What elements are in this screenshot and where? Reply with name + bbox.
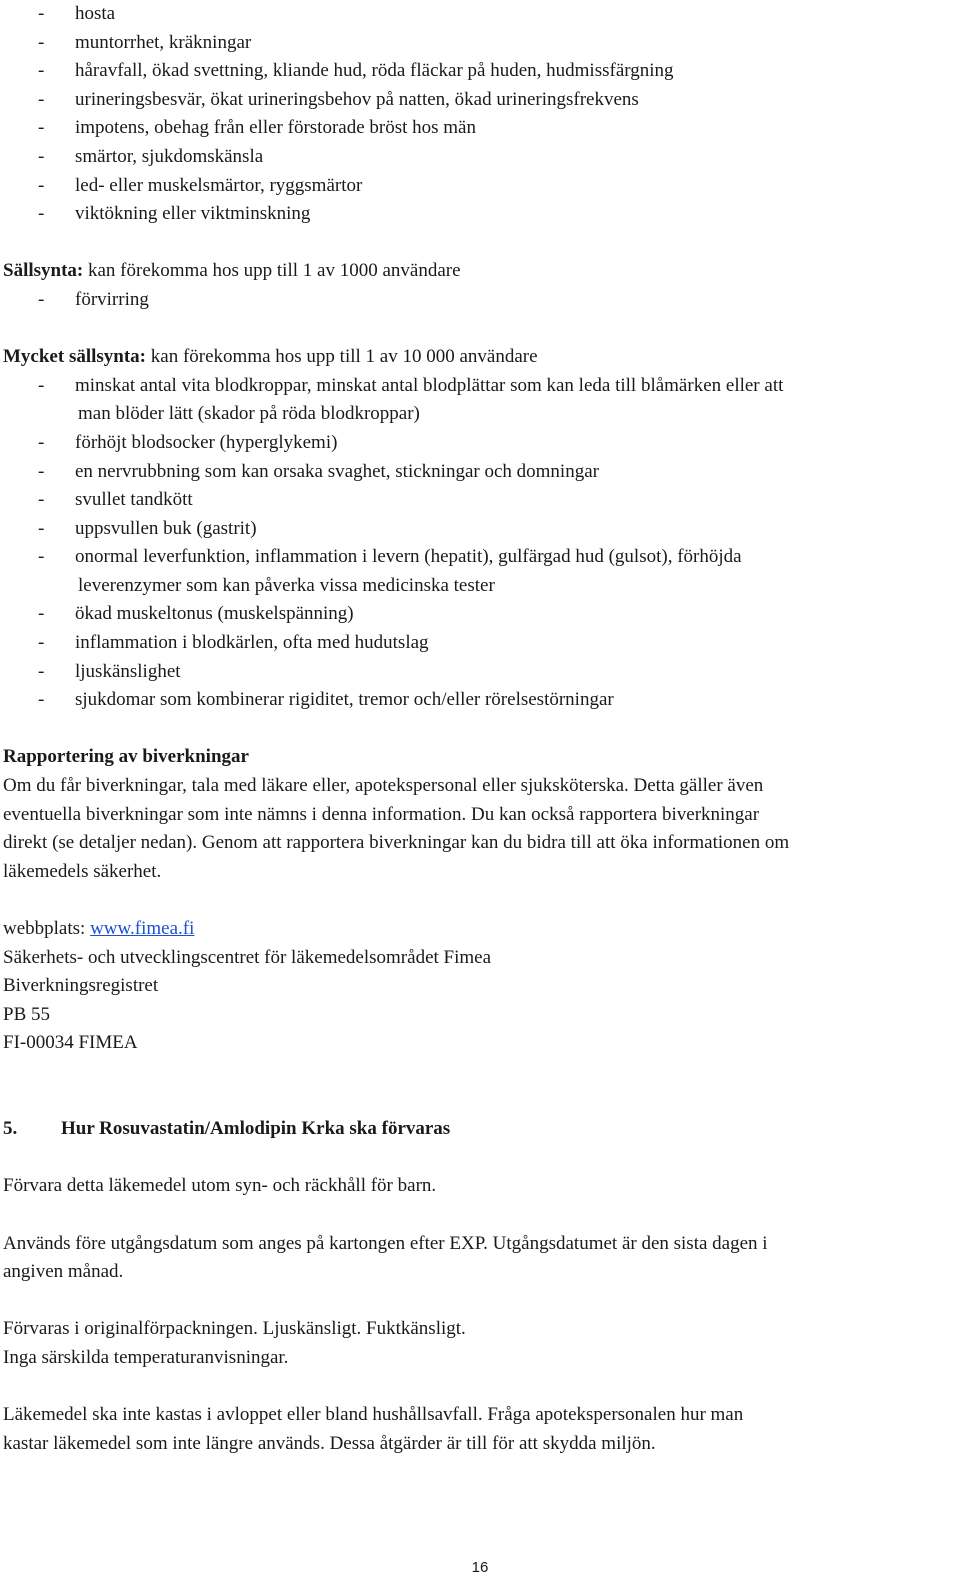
list-item: - svullet tandkött bbox=[3, 486, 953, 515]
frequency-text: kan förekomma hos upp till 1 av 1000 användare bbox=[83, 260, 461, 282]
list-item: - förvirring bbox=[3, 286, 953, 315]
address-line: Biverkningsregistret bbox=[3, 975, 159, 997]
list-item-text: urineringsbesvär, ökat urineringsbehov på natten, ökad urineringsfrekvens bbox=[75, 88, 639, 110]
paragraph-line: Läkemedel ska inte kastas i avloppet eller bland hushållsavfall. Fråga apotekspersonalen hur man bbox=[3, 1404, 744, 1426]
list-item: - sjukdomar som kombinerar rigiditet, tremor och/eller rörelsestörningar bbox=[3, 686, 953, 715]
document-page bbox=[3, 0, 953, 1458]
list-item: - förhöjt blodsocker (hyperglykemi) bbox=[3, 429, 953, 458]
list-item: - hosta bbox=[3, 0, 953, 29]
reporting-section bbox=[3, 743, 953, 1058]
list-item-text: onormal leverfunktion, inflammation i levern (hepatit), gulfärgad hud (gulsot), förhöjda bbox=[75, 546, 742, 568]
frequency-text: kan förekomma hos upp till 1 av 10 000 användare bbox=[146, 346, 538, 368]
list-item-text: en nervrubbning som kan orsaka svaghet, stickningar och domningar bbox=[75, 460, 599, 482]
frequency-label: Mycket sällsynta: bbox=[3, 346, 147, 368]
reporting-paragraph-line: läkemedels säkerhet. bbox=[3, 860, 162, 882]
rare-section bbox=[3, 257, 953, 314]
list-item: - ökad muskeltonus (muskelspänning) bbox=[3, 600, 953, 629]
list-item-continuation: leverenzymer som kan påverka vissa medicinska tester bbox=[78, 574, 495, 596]
side-effects-list-common bbox=[3, 0, 953, 229]
very-rare-section bbox=[3, 343, 953, 715]
list-item-text: uppsvullen buk (gastrit) bbox=[75, 517, 257, 539]
list-item: - uppsvullen buk (gastrit) bbox=[3, 515, 953, 544]
website-line bbox=[3, 915, 953, 944]
address-line: PB 55 bbox=[3, 1003, 50, 1025]
paragraph: Förvara detta läkemedel utom syn- och räckhåll för barn. bbox=[3, 1175, 437, 1197]
list-item-text: svullet tandkött bbox=[75, 489, 193, 511]
list-item-text: förvirring bbox=[75, 288, 149, 310]
address-line: Säkerhets- och utvecklingscentret för läkemedelsområdet Fimea bbox=[3, 946, 492, 968]
section-number: 5. bbox=[3, 1118, 18, 1140]
reporting-paragraph-line: direkt (se detaljer nedan). Genom att rapportera biverkningar kan du bidra till att öka informationen om bbox=[3, 832, 790, 854]
list-item-text: smärtor, sjukdomskänsla bbox=[75, 145, 264, 167]
list-item: - minskat antal vita blodkroppar, minskat antal blodplättar som kan leda till blåmärken eller att bbox=[3, 372, 953, 401]
list-item-text: håravfall, ökad svettning, kliande hud, röda fläckar på huden, hudmissfärgning bbox=[75, 60, 674, 82]
list-item-text: förhöjt blodsocker (hyperglykemi) bbox=[75, 431, 338, 453]
paragraph-line: Inga särskilda temperaturanvisningar. bbox=[3, 1346, 289, 1368]
list-item: - led- eller muskelsmärtor, ryggsmärtor bbox=[3, 172, 953, 201]
list-item: - inflammation i blodkärlen, ofta med hudutslag bbox=[3, 629, 953, 658]
list-item-text: muntorrhet, kräkningar bbox=[75, 31, 252, 53]
list-item-text: minskat antal vita blodkroppar, minskat antal blodplättar som kan leda till blåmärken eller att bbox=[75, 374, 784, 396]
list-item-text: sjukdomar som kombinerar rigiditet, tremor och/eller rörelsestörningar bbox=[75, 689, 614, 711]
paragraph-line: angiven månad. bbox=[3, 1261, 124, 1283]
page-number: 16 bbox=[471, 1559, 489, 1576]
list-item: - impotens, obehag från eller förstorade bröst hos män bbox=[3, 114, 953, 143]
list-item-text: viktökning eller viktminskning bbox=[75, 203, 311, 225]
list-item-text: impotens, obehag från eller förstorade bröst hos män bbox=[75, 117, 476, 139]
reporting-paragraph-line: eventuella biverkningar som inte nämns i denna information. Du kan också rapportera biverkningar bbox=[3, 803, 760, 825]
list-item-text: led- eller muskelsmärtor, ryggsmärtor bbox=[75, 174, 363, 196]
section-5 bbox=[3, 1115, 953, 1458]
list-item-continuation: man blöder lätt (skador på röda blodkroppar) bbox=[78, 403, 420, 425]
section-heading bbox=[3, 1115, 953, 1144]
section-title: Hur Rosuvastatin/Amlodipin Krka ska förvaras bbox=[61, 1118, 451, 1140]
paragraph-line: kastar läkemedel som inte längre används. Dessa åtgärder är till för att skydda miljön. bbox=[3, 1432, 656, 1454]
list-item-text: hosta bbox=[75, 3, 116, 24]
list-item: - en nervrubbning som kan orsaka svaghet, stickningar och domningar bbox=[3, 458, 953, 487]
list-item: - urineringsbesvär, ökat urineringsbehov på natten, ökad urineringsfrekvens bbox=[3, 86, 953, 115]
list-item: - onormal leverfunktion, inflammation i levern (hepatit), gulfärgad hud (gulsot), förhöjda bbox=[3, 543, 953, 572]
frequency-heading bbox=[3, 257, 953, 286]
paragraph-line: Används före utgångsdatum som anges på kartongen efter EXP. Utgångsdatumet är den sista dagen i bbox=[3, 1232, 768, 1254]
paragraph-line: Förvaras i originalförpackningen. Ljuskänsligt. Fuktkänsligt. bbox=[3, 1318, 466, 1340]
list-item: - viktökning eller viktminskning bbox=[3, 200, 953, 229]
reporting-paragraph-line: Om du får biverkningar, tala med läkare eller, apotekspersonal eller sjuksköterska. Detta gäller även bbox=[3, 775, 764, 797]
list-item: - ljuskänslighet bbox=[3, 658, 953, 687]
website-label: webbplats: bbox=[3, 918, 91, 939]
list-item-text: ökad muskeltonus (muskelspänning) bbox=[75, 603, 354, 625]
address-line: FI-00034 FIMEA bbox=[3, 1032, 138, 1054]
list-item: - håravfall, ökad svettning, kliande hud, röda fläckar på huden, hudmissfärgning bbox=[3, 57, 953, 86]
website-link[interactable]: www.fimea.fi bbox=[90, 918, 195, 939]
list-item: - smärtor, sjukdomskänsla bbox=[3, 143, 953, 172]
list-item: - muntorrhet, kräkningar bbox=[3, 29, 953, 58]
frequency-label: Sällsynta: bbox=[3, 260, 84, 282]
list-item-text: ljuskänslighet bbox=[75, 660, 181, 682]
frequency-heading bbox=[3, 343, 953, 372]
list-item-text: inflammation i blodkärlen, ofta med hudutslag bbox=[75, 632, 429, 654]
reporting-heading: Rapportering av biverkningar bbox=[3, 746, 249, 768]
